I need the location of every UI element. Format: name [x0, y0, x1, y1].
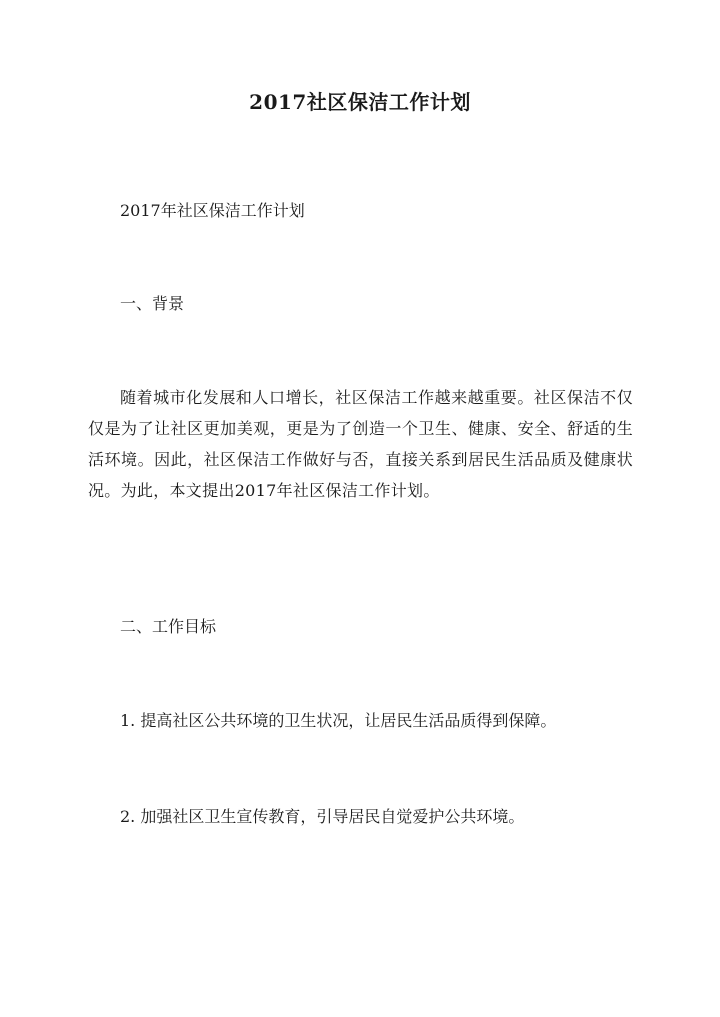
- section-body-background: 随着城市化发展和人口增长，社区保洁工作越来越重要。社区保洁不仅仅是为了让社区更加美观，更是为了创造一个卫生、健康、安全、舒适的生活环境。因此，社区保洁工作做好与否，直接关系到居民生活品质及健康状况。为此，本文提出2017年社区保洁工作计划。: [88, 388, 633, 500]
- document-title: 2017社区保洁工作计划: [249, 90, 471, 114]
- goal-item: 2. 加强社区卫生宣传教育，引导居民自觉爱护公共环境。: [120, 807, 525, 826]
- document-subtitle: 2017年社区保洁工作计划: [120, 201, 305, 220]
- section-heading-goals: 二、工作目标: [120, 617, 217, 636]
- section-heading-background: 一、背景: [120, 294, 185, 313]
- goal-item: 1. 提高社区公共环境的卫生状况，让居民生活品质得到保障。: [120, 711, 557, 730]
